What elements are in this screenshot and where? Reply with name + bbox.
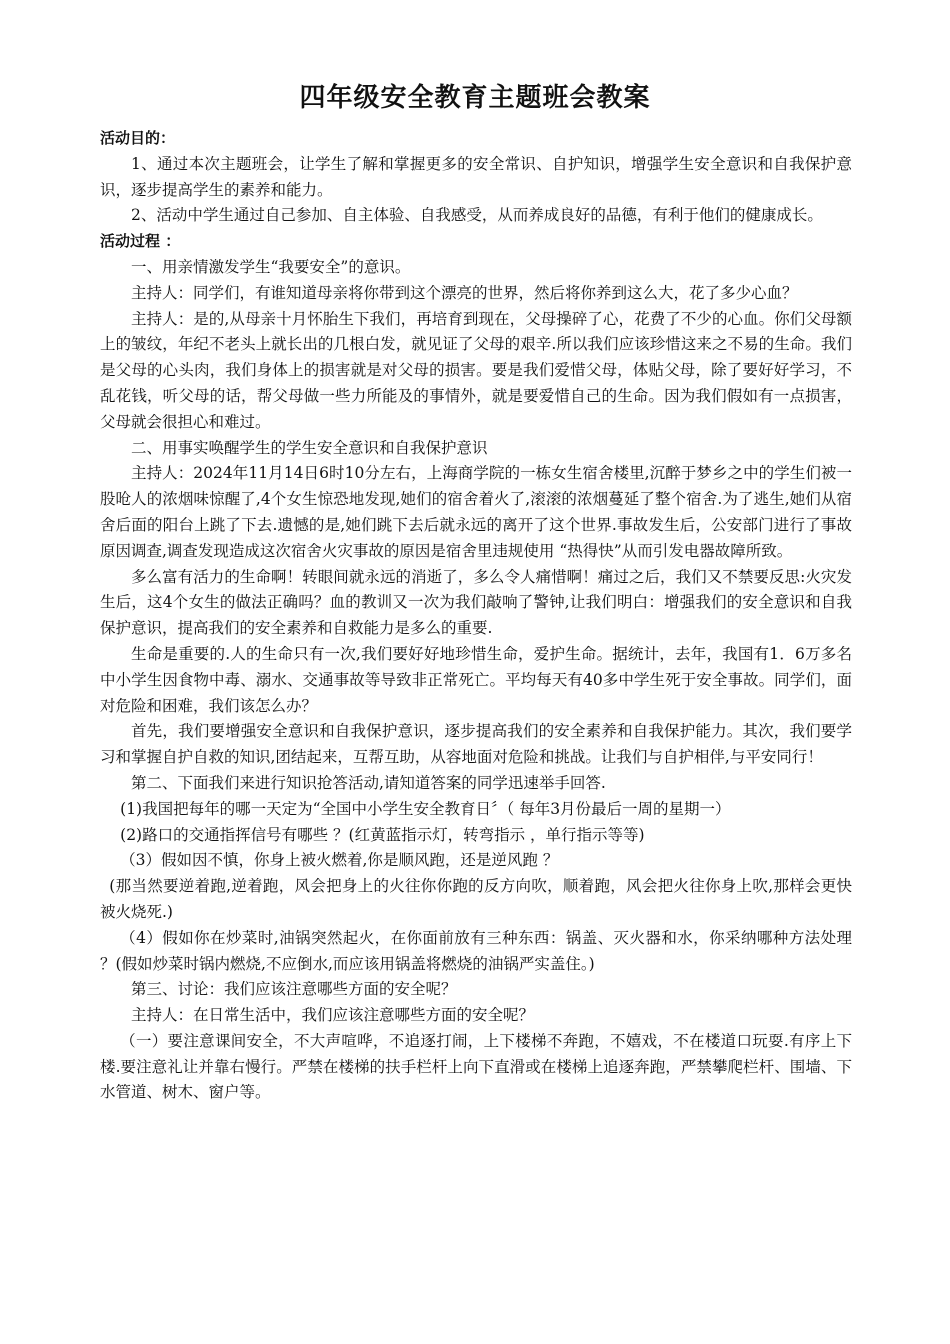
paragraph-reflection: 多么富有活力的生命啊！转眼间就永远的消逝了，多么令人痛惜啊！痛过之后，我们又不禁要反思:火灾发生后，这4个女生的做法正确吗？血的教训又一次为我们敲响了警钟,让我们明白：增强我们的安全意识和自我保护意识，提高我们的安全素养和自救能力是多么的重要. bbox=[100, 567, 852, 638]
section-heading-1: 一、用亲情激发学生“我要安全”的意识。 bbox=[131, 257, 411, 276]
section-heading-discussion: 第三、讨论：我们应该注意哪些方面的安全呢？ bbox=[131, 980, 457, 999]
quiz-answer-3: (那当然要逆着跑,逆着跑，风会把身上的火往你你跑的反方向吹，顺着跑，风会把火往你身上吹,那样会更快被火烧死.) bbox=[100, 877, 852, 921]
process-heading: 活动过程 ： bbox=[100, 232, 181, 251]
quiz-item-2: (2)路口的交通指挥信号有哪些 ？(红黄蓝指示灯，转弯指示 ，单行指示等等) bbox=[120, 825, 645, 844]
document-body bbox=[100, 126, 852, 1106]
paragraph-purpose-1: 1、通过本次主题班会，让学生了解和掌握更多的安全常识、自护知识，增强学生安全意识和自我保护意识，逐步提高学生的素养和能力。 bbox=[100, 154, 852, 199]
paragraph-host-question: 主持人：同学们，有谁知道母亲将你带到这个漂亮的世界，然后将你养到这么大，花了多少心血？ bbox=[131, 283, 798, 302]
paragraph-fire-incident: 主持人：2024年11月14日6时10分左右，上海商学院的一栋女生宿舍楼里,沉醉于梦乡之中的学生们被一股呛人的浓烟味惊醒了,4个女生惊恐地发现,她们的宿舍着火了,滚滚的浓烟蔓延了整个宿舍.为了逃生,她们从宿舍后面的阳台上跳了下去.遗憾的是,她们跳下去后就永远的离开了这个世界.事故发生后，公安部门进行了事故原因调查,调查发现造成这次宿舍火灾事故的原因是宿舍里违规使用 “热得快”从而引发电器故障所致。 bbox=[100, 464, 852, 560]
quiz-item-3: （3）假如因不慎，你身上被火燃着,你是顺风跑，还是逆风跑 ？ bbox=[120, 851, 559, 870]
section-heading-quiz: 第二、下面我们来进行知识抢答活动,请知道答案的同学迅速举手回答. bbox=[131, 773, 606, 792]
paragraph-purpose-2: 2、活动中学生通过自己参加、自主体验、自我感受，从而养成良好的品德，有利于他们的健康成长。 bbox=[131, 206, 823, 225]
paragraph-host-discussion: 主持人：在日常生活中，我们应该注意哪些方面的安全呢？ bbox=[131, 1006, 535, 1025]
section-heading-2: 二、用事实唤醒学生的学生安全意识和自我保护意识 bbox=[131, 438, 488, 457]
quiz-item-4: （4）假如你在炒菜时,油锅突然起火，在你面前放有三种东西：锅盖、灭火器和水，你采纳哪种方法处理 ？(假如炒菜时锅内燃烧,不应倒水,而应该用锅盖将燃烧的油锅严实盖住。) bbox=[100, 928, 852, 973]
purpose-heading: 活动目的： bbox=[100, 129, 176, 147]
paragraph-advice: 首先，我们要增强安全意识和自我保护意识，逐步提高我们的安全素养和自我保护能力。其次，我们要学习和掌握自护自救的知识,团结起来，互帮互助，从容地面对危险和挑战。让我们与自护相伴,与平安同行！ bbox=[100, 722, 852, 767]
paragraph-statistics: 生命是重要的.人的生命只有一次,我们要好好地珍惜生命，爱护生命。据统计，去年，我国有1．6万多名中小学生因食物中毒、溺水、交通事故等导致非正常死亡。平均每天有40多中学生死于安全事故。同学们，面对危险和困难，我们该怎么办？ bbox=[100, 644, 852, 715]
quiz-item-1: (1)我国把每年的哪一天定为“全国中小学生安全教育日〞（ 每年3月份最后一周的星期一） bbox=[120, 799, 731, 818]
paragraph-recess-safety: （一）要注意课间安全，不大声喧哗，不追逐打闹，上下楼梯不奔跑，不嬉戏，不在楼道口玩耍.有序上下楼.要注意礼让并靠右慢行。严禁在楼梯的扶手栏杆上向下直滑或在楼梯上追逐奔跑，严禁攀爬栏杆、围墙、下水管道、树木、窗户等。 bbox=[100, 1031, 852, 1102]
document-title: 四年级安全教育主题班会教案 bbox=[299, 83, 651, 113]
paragraph-host-answer: 主持人：是的,从母亲十月怀胎生下我们，再培育到现在，父母操碎了心，花费了不少的心血。你们父母额上的皱纹，年纪不老头上就长出的几根白发，就见证了父母的艰辛.所以我们应该珍惜这来之不易的生命。我们是父母的心头肉，我们身体上的损害就是对父母的损害。要是我们爱惜父母，体贴父母，除了要好好学习，不乱花钱，听父母的话，帮父母做一些力所能及的事情外，就是要爱惜自己的生命。因为我们假如有一点损害，父母就会很担心和难过。 bbox=[100, 309, 852, 431]
